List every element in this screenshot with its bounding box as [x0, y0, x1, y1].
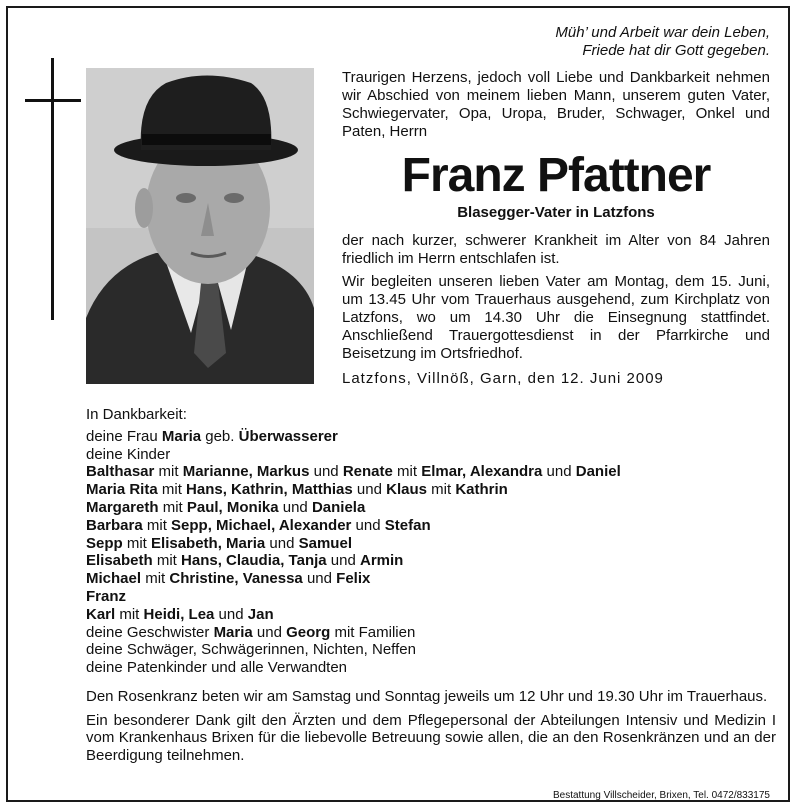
death-notice-text: der nach kurzer, schwerer Krankheit im Alter von 84 Jahren friedlich im Herrn entschlafen ist.	[342, 232, 770, 267]
mourner-text: mit	[141, 570, 170, 588]
mourner-line	[86, 463, 776, 481]
mourner-name: Balthasar	[86, 463, 155, 481]
mourner-name: Hans, Claudia, Tanja	[181, 552, 327, 570]
cross-icon-bar	[25, 99, 81, 102]
mourner-name: Maria Rita	[86, 481, 158, 499]
mourner-line	[86, 517, 776, 535]
mourner-name: Felix	[336, 570, 371, 588]
mourners-lines	[86, 428, 776, 677]
mourner-text: und	[278, 498, 312, 516]
mourner-name: Georg	[286, 623, 331, 641]
funeral-text: Wir begleiten unseren lieben Vater am Montag, dem 15. Juni, um 13.45 Uhr vom Trauerhaus ausgehend, zum Kirchplatz von Latzfons, wo um 14.30 Uhr die Einsegnung stattfindet. Anschließend Trauergottesdienst in der Pfarrkirche und Beisetzung im Ortsfriedhof.	[342, 273, 770, 362]
mourner-line	[86, 481, 776, 499]
mourner-name: Klaus	[386, 481, 427, 499]
mourner-text: und	[309, 463, 343, 481]
mourner-name: Marianne, Markus	[182, 463, 310, 481]
mourner-name: Daniela	[311, 498, 366, 516]
mourner-line	[86, 624, 776, 642]
mourner-text: deine Geschwister	[86, 623, 214, 641]
mourner-text: und	[351, 516, 385, 534]
mourner-name: Stefan	[384, 516, 431, 534]
mourner-name: Michael	[86, 570, 142, 588]
mourner-name: Margareth	[86, 498, 159, 516]
mourner-line	[86, 588, 776, 606]
mourner-text: mit	[392, 463, 422, 481]
deceased-name: Franz Pfattner	[401, 149, 711, 202]
mourner-name: Karl	[86, 605, 116, 623]
deceased-subtitle: Blasegger-Vater in Latzfons	[457, 204, 655, 221]
mourner-text: deine Patenkinder und alle Verwandten	[86, 659, 348, 677]
mourner-line	[86, 552, 776, 570]
mourners-heading: In Dankbarkeit:	[86, 406, 187, 423]
mourner-line	[86, 606, 776, 624]
mourner-name: Daniel	[575, 463, 621, 481]
mourner-text: und	[326, 552, 360, 570]
mourner-name: Sepp, Michael, Alexander	[171, 516, 352, 534]
motto-line: Friede hat dir Gott gegeben.	[582, 42, 770, 59]
mourner-name: Armin	[360, 552, 404, 570]
intro-paragraph: Traurigen Herzens, jedoch voll Liebe und Dankbarkeit nehmen wir Abschied von meinem lieben Mann, unserem guten Vater, Schwiegervater, Opa, Uropa, Bruder, Schwager, Onkel und Paten, Herrn	[342, 69, 770, 140]
mourner-text: mit Familien	[330, 623, 416, 641]
mourner-name: Überwasserer	[238, 427, 338, 445]
mourner-line	[86, 446, 776, 464]
rosary-text: Den Rosenkranz beten wir am Samstag und Sonntag jeweils um 12 Uhr und 19.30 Uhr im Trauerhaus.	[86, 688, 768, 705]
mourner-name: Heidi, Lea	[143, 605, 215, 623]
mourners-list	[86, 406, 776, 677]
cross-icon	[51, 58, 54, 320]
motto-line: Müh’ und Arbeit war dein Leben,	[555, 24, 770, 41]
mourner-line	[86, 535, 776, 553]
place-date: Latzfons, Villnöß, Garn, den 12. Juni 2009	[342, 370, 664, 387]
mourner-name: Elmar, Alexandra	[421, 463, 543, 481]
mourner-name: Sepp	[86, 534, 123, 552]
mourner-text: geb.	[201, 427, 239, 445]
mourner-text: und	[352, 481, 387, 499]
undertaker-info: Bestattung Villscheider, Brixen, Tel. 0472/833175	[552, 790, 770, 801]
mourner-text: und	[214, 605, 248, 623]
mourner-name: Jan	[247, 605, 274, 623]
mourner-text: und	[542, 463, 576, 481]
mourner-name: Maria	[213, 623, 253, 641]
mourner-name: Elisabeth, Maria	[151, 534, 266, 552]
mourner-line	[86, 641, 776, 659]
mourner-name: Paul, Monika	[186, 498, 279, 516]
closing-text	[86, 688, 776, 770]
mourner-name: Samuel	[298, 534, 352, 552]
intro-text	[342, 69, 770, 141]
mourner-text: mit	[154, 463, 183, 481]
mourner-text: mit	[426, 481, 456, 499]
mourner-name: Hans, Kathrin, Matthias	[186, 481, 353, 499]
mourner-text: mit	[122, 534, 152, 552]
mourner-line	[86, 570, 776, 588]
mourner-text: mit	[152, 552, 182, 570]
mourner-line	[86, 499, 776, 517]
mourner-name: Maria	[161, 427, 202, 445]
mourner-text: deine Kinder	[86, 445, 171, 463]
mourner-text: mit	[115, 605, 144, 623]
mourner-text: deine Schwäger, Schwägerinnen, Nichten, Neffen	[86, 641, 416, 659]
mourner-text: mit	[158, 498, 187, 516]
mourner-name: Renate	[342, 463, 393, 481]
mourner-name: Barbara	[86, 516, 143, 534]
mourner-text: und	[252, 623, 287, 641]
mourner-name: Elisabeth	[86, 552, 153, 570]
mourner-text: deine Frau	[86, 427, 162, 445]
motto	[555, 24, 770, 60]
mourner-text: mit	[157, 481, 187, 499]
mourner-name: Franz	[86, 587, 127, 605]
mourner-name: Christine, Vanessa	[169, 570, 303, 588]
mourner-text: und	[302, 570, 337, 588]
portrait-photo	[86, 68, 314, 384]
mourner-line	[86, 659, 776, 677]
mourner-text: und	[265, 534, 299, 552]
mourner-line	[86, 428, 776, 446]
mourner-name: Kathrin	[455, 481, 508, 499]
mourner-text: mit	[142, 516, 172, 534]
thanks-text: Ein besonderer Dank gilt den Ärzten und dem Pflegepersonal der Abteilungen Intensiv und Medizin I vom Krankenhaus Brixen für die liebevolle Betreuung sowie allen, die an den Rosenkränzen und an der Beerdigung teilnehmen.	[86, 711, 776, 764]
